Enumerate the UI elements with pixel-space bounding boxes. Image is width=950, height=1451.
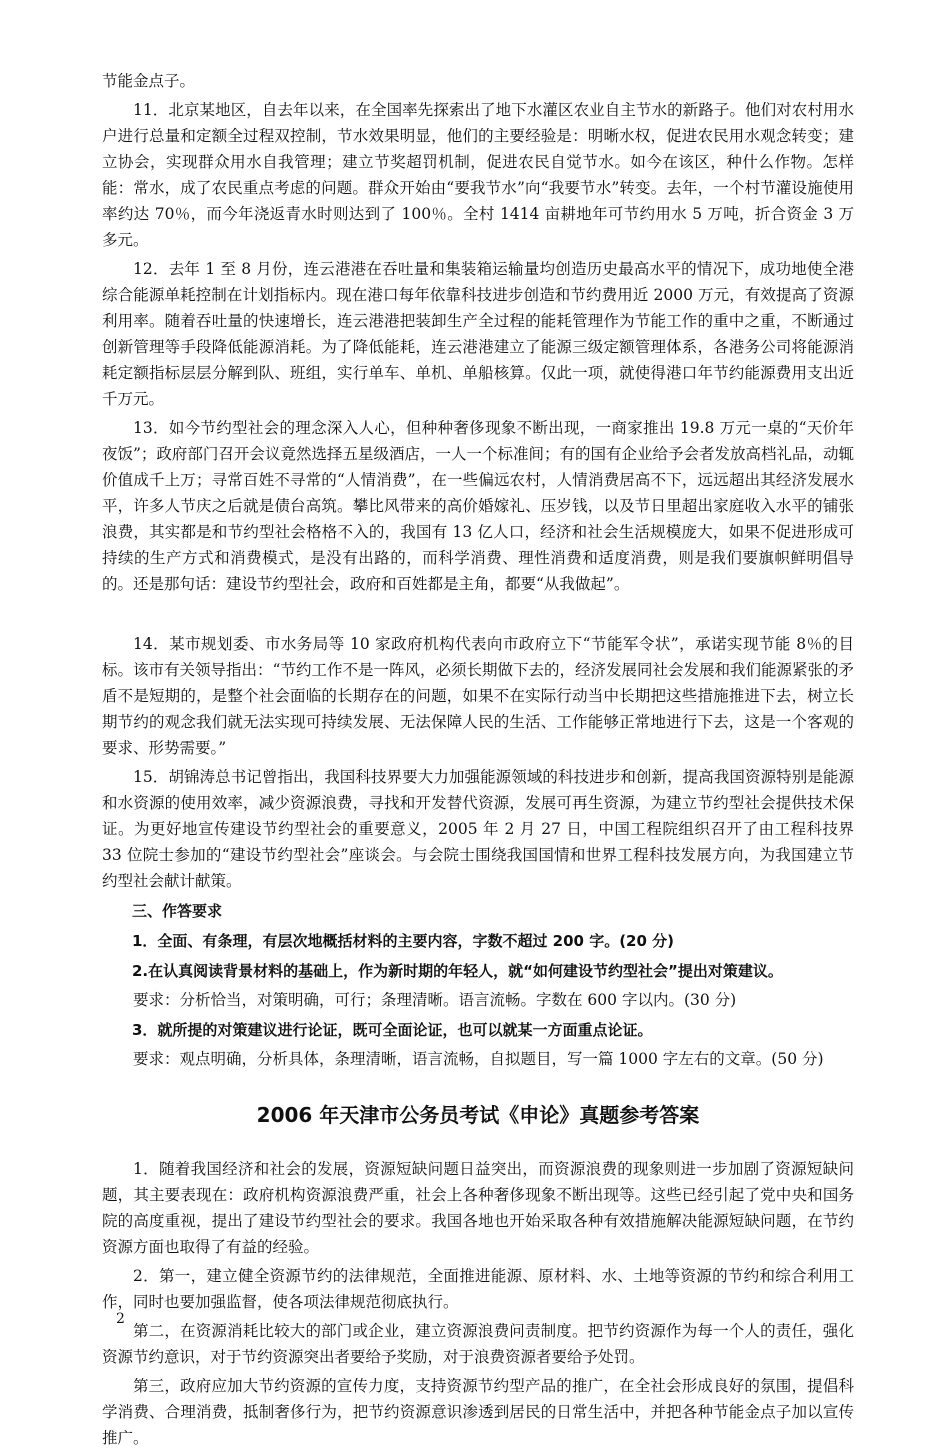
material-paragraph-12: 12．去年 1 至 8 月份，连云港港在吞吐量和集装箱运输量均创造历史最高水平的情况下，成功地使全港综合能源单耗控制在计划指标内。现在港口每年依靠科技进步创造和节约费用近 2000 万元，有效提高了资源利用率。随着吞吐量的快速增长，连云港港把装卸生产全过程的能耗管理作为节能工作的重中之重，不断通过创新管理等手段降低能源消耗。为了降低能耗，连云港港建立了能源三级定额管理体系，各港务公司将能源消耗定额指标层层分解到队、班组，实行单车、单机、单船核算。仅此一项，就使得港口年节约能源费用支出近千万元。: [102, 260, 854, 408]
requirement-2-note: 要求：分析恰当，对策明确，可行；条理清晰。语言流畅。字数在 600 字以内。(30 分): [133, 991, 737, 1009]
requirement-1: 1．全面、有条理，有层次地概括材料的主要内容，字数不超过 200 字。(20 分): [132, 932, 675, 950]
requirement-2: 2.在认真阅读背景材料的基础上，作为新时期的年轻人，就“如何建设节约型社会”提出对策建议。: [132, 962, 783, 980]
requirement-3-note: 要求：观点明确，分析具体，条理清晰，语言流畅，自拟题目，写一篇 1000 字左右的文章。(50 分): [133, 1050, 824, 1068]
material-paragraph-14: 14．某市规划委、市水务局等 10 家政府机构代表向市政府立下“节能军令状”，承诺实现节能 8％的目标。该市有关领导指出：“节约工作不是一阵风，必须长期做下去的，经济发展同社会发展和我们能源紧张的矛盾不是短期的，是整个社会面临的长期存在的问题，如果不在实际行动当中长期把这些措施推进下去，树立长期节约的观念我们就无法实现可持续发展、无法保障人民的生活、工作能够正常地进行下去，这是一个客观的要求、形势需要。”: [102, 635, 854, 757]
continuation-text: 节能金点子。: [102, 72, 196, 90]
material-paragraph-11: 11．北京某地区，自去年以来，在全国率先探索出了地下水灌区农业自主节水的新路子。他们对农村用水户进行总量和定额全过程双控制，节水效果明显，他们的主要经验是：明晰水权，促进农民用水观念转变；建立协会，实现群众用水自我管理；建立节奖超罚机制，促进农民自觉节水。如今在该区，种什么作物。怎样能：常水，成了农民重点考虑的问题。群众开始由“要我节水”向“我要节水”转变。去年，一个村节灌设施使用率约达 70％，而今年浇返青水时则达到了 100％。全村 1414 亩耕地年可节约用水 5 万吨，折合资金 3 万多元。: [102, 101, 854, 249]
page-number: 2: [116, 1311, 125, 1327]
document-body: [102, 68, 854, 1451]
answer-paragraph-3: 第二，在资源消耗比较大的部门或企业，建立资源浪费问责制度。把节约资源作为每一个人的责任，强化资源节约意识，对于节约资源突出者要给予奖励，对于浪费资源者要给予处罚。: [102, 1322, 854, 1366]
material-paragraph-13: 13．如今节约型社会的理念深入人心，但种种奢侈现象不断出现，一商家推出 19.8 万元一桌的“天价年夜饭”；政府部门召开会议竟然选择五星级酒店，一人一个标准间；有的国有企业给予会者发放高档礼品，动辄价值成千上万；寻常百姓不寻常的“人情消费”，在一些偏远农村，人情消费居高不下，远远超出其经济发展水平，许多人节庆之后就是债台高筑。攀比风带来的高价婚嫁礼、压岁钱，以及节日里超出家庭收入水平的铺张浪费，其实都是和节约型社会格格不入的，我国有 13 亿人口，经济和社会生活规模庞大，如果不促进形成可持续的生产方式和消费模式，是没有出路的，而科学消费、理性消费和适度消费，则是我们要旗帜鲜明倡导的。还是那句话：建设节约型社会，政府和百姓都是主角，都要“从我做起”。: [102, 419, 854, 593]
answer-paragraph-1: 1．随着我国经济和社会的发展，资源短缺问题日益突出，而资源浪费的现象则进一步加剧了资源短缺问题，其主要表现在：政府机构资源浪费严重，社会上各种奢侈现象不断出现等。这些已经引起了党中央和国务院的高度重视，提出了建设节约型社会的要求。我国各地也开始采取各种有效措施解决能源短缺问题，在节约资源方面也取得了有益的经验。: [102, 1160, 854, 1256]
answer-paragraph-4: 第三，政府应加大节约资源的宣传力度，支持资源节约型产品的推广，在全社会形成良好的氛围，提倡科学消费、合理消费，抵制奢侈行为，把节约资源意识渗透到居民的日常生活中，并把各种节能金点子加以宣传推广。: [102, 1377, 854, 1447]
section-heading: 三、作答要求: [132, 902, 223, 920]
requirement-3: 3．就所提的对策建议进行论证，既可全面论证，也可以就某一方面重点论证。: [132, 1021, 653, 1039]
material-paragraph-15: 15．胡锦涛总书记曾指出，我国科技界要大力加强能源领域的科技进步和创新，提高我国资源特别是能源和水资源的使用效率，减少资源浪费，寻找和开发替代资源，发展可再生资源，为建立节约型社会提供技术保证。为更好地宣传建设节约型社会的重要意义，2005 年 2 月 27 日，中国工程院组织召开了由工程科技界 33 位院士参加的“建设节约型社会”座谈会。与会院士围绕我国国情和世界工程科技发展方向，为我国建立节约型社会献计献策。: [102, 768, 854, 890]
answer-paragraph-2: 2．第一，建立健全资源节约的法律规范，全面推进能源、原材料、水、土地等资源的节约和综合利用工作，同时也要加强监督，使各项法律规范彻底执行。: [102, 1267, 854, 1311]
answer-title: 2006 年天津市公务员考试《申论》真题参考答案: [256, 1103, 700, 1127]
